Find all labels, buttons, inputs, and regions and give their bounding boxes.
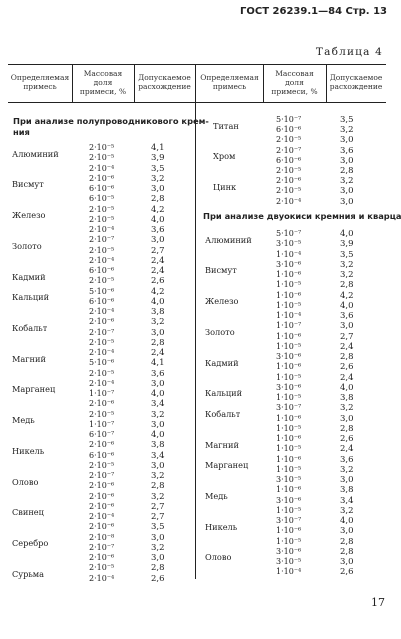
col-header-tolerance-line2: расхождение <box>138 82 191 91</box>
mass-fraction-cell: 2·10⁻⁸ <box>89 532 115 542</box>
mass-fraction-cell: 2·10⁻⁵ <box>89 460 115 470</box>
mass-fraction-cell: 6·10⁻⁶ <box>276 155 302 165</box>
tolerance-cell: 3,0 <box>340 321 354 332</box>
tolerance-cell: 3,5 <box>340 249 354 260</box>
tolerance-cell: 2,8 <box>151 194 165 205</box>
mass-fraction-cell: 6·10⁻⁶ <box>89 450 115 460</box>
element-name: Марганец <box>205 460 249 471</box>
tolerance-cell: 3,0 <box>340 135 354 146</box>
tolerance-cell: 2,6 <box>340 434 354 444</box>
mass-fraction-cell: 2·10⁻⁵ <box>89 143 115 152</box>
tolerance-cell: 2,7 <box>151 245 165 256</box>
element-name: Кадмий <box>205 357 239 368</box>
element-name: Алюминий <box>12 148 59 159</box>
mass-fraction-cell: 3·10⁻⁶ <box>276 382 302 392</box>
mass-fraction-cell: 2·10⁻⁴ <box>89 163 115 173</box>
tolerance-cell: 2,7 <box>340 331 354 342</box>
tolerance-cell: 3,8 <box>340 393 354 403</box>
mass-fraction-cell: 2·10⁻⁴ <box>89 255 115 265</box>
element-name: Хром <box>213 151 236 162</box>
mass-fraction-cell: 2·10⁻⁶ <box>89 481 115 491</box>
mass-fraction-cell: 2·10⁻⁷ <box>89 235 115 245</box>
tolerance-cell: 4,0 <box>151 430 165 440</box>
element-name: Медь <box>205 490 228 501</box>
mass-fraction-cell: 2·10⁻⁵ <box>89 563 115 573</box>
element-name: Магний <box>12 353 46 364</box>
tolerance-cell: 4,1 <box>151 143 165 153</box>
tolerance-cell: 3,4 <box>340 495 354 506</box>
element-name: Железо <box>12 210 46 221</box>
mass-fraction-cell: 2·10⁻⁶ <box>89 399 115 409</box>
tolerance-cell: 4,2 <box>340 290 354 301</box>
mass-fraction-cell: 2·10⁻⁴ <box>89 512 115 521</box>
tolerance-cell: 3,2 <box>151 542 165 553</box>
tolerance-cell: 3,5 <box>151 163 165 174</box>
tolerance-cell: 4,0 <box>151 296 165 307</box>
tolerance-cell: 3,8 <box>340 485 354 496</box>
mass-fraction-cell: 2·10⁻⁵ <box>89 214 115 224</box>
col-header-mass-line3: примеси, % <box>79 87 127 96</box>
tolerance-cell: 2,8 <box>340 546 354 557</box>
mass-fraction-cell: 1·10⁻⁵ <box>276 536 302 546</box>
tolerance-cell: 3,2 <box>340 125 354 136</box>
mass-fraction-cell: 3·10⁻⁵ <box>276 239 302 249</box>
element-name: Свинец <box>12 507 44 518</box>
mass-fraction-cell: 2·10⁻⁵ <box>89 368 115 378</box>
element-name: Никель <box>12 445 45 456</box>
element-name: Олово <box>12 476 39 487</box>
tolerance-cell: 3,2 <box>340 259 354 270</box>
mass-fraction-cell: 1·10⁻⁶ <box>276 485 302 495</box>
col-header-impurity-line1: Определяемая <box>10 73 70 82</box>
element-name: Золото <box>12 240 42 251</box>
element-name: Сурьма <box>12 568 45 579</box>
element-name: Цинк <box>213 181 237 192</box>
tolerance-cell: 3,2 <box>151 471 165 481</box>
mass-fraction-cell: 2·10⁻⁷ <box>89 542 115 552</box>
mass-fraction-cell: 5·10⁻⁶ <box>89 286 115 296</box>
mass-fraction-cell: 2·10⁻⁴ <box>276 196 302 206</box>
tolerance-cell: 3,0 <box>340 196 354 207</box>
col-header-tolerance-line1: Допускаемое <box>138 73 191 82</box>
tolerance-cell: 3,0 <box>151 378 165 389</box>
tolerance-cell: 2,8 <box>151 337 165 348</box>
col-header-mass-left <box>72 69 134 96</box>
mass-fraction-cell: 2·10⁻⁶ <box>276 176 302 186</box>
tolerance-cell: 3,0 <box>151 184 165 194</box>
element-name: Висмут <box>12 179 44 190</box>
element-name: Железо <box>205 296 239 307</box>
mass-fraction-cell: 3·10⁻⁶ <box>276 259 302 269</box>
mass-fraction-cell: 1·10⁻⁶ <box>276 362 302 372</box>
tolerance-cell: 3,2 <box>340 505 354 516</box>
mass-fraction-cell: 1·10⁻⁶ <box>276 413 302 423</box>
tolerance-cell: 2,6 <box>151 573 165 584</box>
mass-fraction-cell: 1·10⁻⁶ <box>276 454 302 464</box>
mass-fraction-cell: 3·10⁻⁶ <box>276 546 302 556</box>
tolerance-cell: 3,0 <box>151 460 165 471</box>
col-header-impurity-line2: примесь <box>23 82 57 91</box>
element-name: Магний <box>205 439 239 450</box>
tolerance-cell: 3,0 <box>151 419 165 430</box>
tolerance-cell: 2,6 <box>340 362 354 373</box>
mass-fraction-cell: 3·10⁻⁵ <box>276 557 302 566</box>
tolerance-cell: 3,0 <box>340 155 354 166</box>
tolerance-cell: 3,0 <box>340 413 354 424</box>
mass-fraction-cell: 2·10⁻⁶ <box>89 522 115 532</box>
mass-fraction-cell: 3·10⁻⁶ <box>276 495 302 505</box>
col-header-impurity-left <box>8 73 72 91</box>
tolerance-cell: 2,4 <box>340 444 354 455</box>
col-header-impurity-right <box>196 73 263 91</box>
mass-fraction-cell: 1·10⁻⁵ <box>276 505 302 515</box>
tolerance-cell: 2,6 <box>340 567 354 578</box>
mass-fraction-cell: 3·10⁻⁶ <box>276 352 302 361</box>
col-header-mass-right <box>263 69 326 96</box>
tolerance-cell: 2,8 <box>151 563 165 574</box>
tolerance-cell: 4,0 <box>340 516 354 526</box>
col-header-mass-line2: доля <box>285 78 304 87</box>
mass-fraction-cell: 2·10⁻⁵ <box>276 186 302 196</box>
tolerance-cell: 3,2 <box>340 270 354 280</box>
tolerance-cell: 3,6 <box>340 454 354 465</box>
tolerance-cell: 3,9 <box>340 239 354 250</box>
tolerance-cell: 3,2 <box>151 491 165 502</box>
tolerance-cell: 3,2 <box>340 176 354 187</box>
col-header-tolerance-line1: Допускаемое <box>329 73 383 82</box>
col-header-mass-line3: примеси, % <box>271 87 318 96</box>
col-header-impurity-line2: примесь <box>212 82 247 91</box>
left-section-title-line2: ния <box>13 127 30 137</box>
mass-fraction-cell: 6·10⁻⁷ <box>89 430 115 439</box>
tolerance-cell: 3,0 <box>340 186 354 197</box>
mass-fraction-cell: 1·10⁻⁵ <box>276 280 302 290</box>
tolerance-cell: 4,1 <box>151 358 165 369</box>
tolerance-cell: 2,8 <box>340 352 354 362</box>
col-header-mass-line1: Массовая <box>275 69 314 78</box>
mass-fraction-cell: 1·10⁻⁷ <box>276 321 302 331</box>
element-name: Кобальт <box>205 408 241 419</box>
tolerance-cell: 3,2 <box>151 317 165 328</box>
table-top-rule <box>8 64 386 65</box>
mass-fraction-cell: 1·10⁻⁷ <box>89 389 115 398</box>
mass-fraction-cell: 5·10⁻⁶ <box>89 358 115 368</box>
mass-fraction-cell: 2·10⁻⁵ <box>89 153 115 163</box>
tolerance-cell: 3,0 <box>151 553 165 563</box>
mass-fraction-cell: 2·10⁻⁵ <box>89 409 115 419</box>
element-name: Серебро <box>12 538 49 549</box>
mass-fraction-cell: 3·10⁻⁷ <box>276 516 302 525</box>
element-name: Титан <box>213 120 239 131</box>
mass-fraction-cell: 6·10⁻⁶ <box>89 184 115 193</box>
mass-fraction-cell: 1·10⁻⁶ <box>276 290 302 300</box>
mass-fraction-cell: 2·10⁻⁷ <box>276 145 302 155</box>
col-header-tolerance-line2: расхождение <box>329 82 383 91</box>
tolerance-cell: 4,0 <box>151 214 165 225</box>
tolerance-cell: 4,0 <box>340 229 354 239</box>
mass-fraction-cell: 2·10⁻⁵ <box>89 337 115 347</box>
tolerance-cell: 3,0 <box>340 526 354 537</box>
mass-fraction-cell: 1·10⁻⁷ <box>89 419 115 429</box>
tolerance-cell: 3,6 <box>151 225 165 235</box>
mass-fraction-cell: 1·10⁻⁶ <box>276 526 302 536</box>
col-header-tolerance-left <box>134 73 195 91</box>
col-header-tolerance-right <box>326 73 386 91</box>
mass-fraction-cell: 2·10⁻⁴ <box>89 378 115 388</box>
tolerance-cell: 3,5 <box>151 522 165 533</box>
col-header-mass-line1: Массовая <box>83 69 123 78</box>
mass-fraction-cell: 2·10⁻⁴ <box>89 348 115 357</box>
mass-fraction-cell: 2·10⁻⁷ <box>89 471 115 480</box>
tolerance-cell: 3,8 <box>151 440 165 451</box>
mass-fraction-cell: 1·10⁻⁵ <box>276 300 302 310</box>
mass-fraction-cell: 3·10⁻⁷ <box>276 403 302 413</box>
mass-fraction-cell: 6·10⁻⁶ <box>89 296 115 306</box>
element-name: Медь <box>12 415 35 426</box>
tolerance-cell: 3,8 <box>151 307 165 317</box>
mass-fraction-cell: 2·10⁻⁴ <box>89 225 115 234</box>
mass-fraction-cell: 6·10⁻⁶ <box>89 266 115 275</box>
tolerance-cell: 3,2 <box>151 409 165 420</box>
element-name: Алюминий <box>205 234 252 245</box>
mass-fraction-cell: 2·10⁻⁶ <box>89 553 115 562</box>
tolerance-cell: 2,8 <box>340 536 354 547</box>
tolerance-cell: 4,2 <box>151 204 165 215</box>
left-section-title <box>13 116 209 138</box>
mass-fraction-cell: 1·10⁻⁵ <box>276 372 302 382</box>
mass-fraction-cell: 1·10⁻⁶ <box>276 270 302 279</box>
tolerance-cell: 3,0 <box>340 557 354 567</box>
mass-fraction-cell: 2·10⁻⁷ <box>89 327 115 337</box>
element-name: Марганец <box>12 384 56 395</box>
mass-fraction-cell: 1·10⁻⁴ <box>276 311 302 320</box>
mass-fraction-cell: 2·10⁻⁶ <box>89 317 115 327</box>
tolerance-cell: 3,0 <box>340 475 354 485</box>
tolerance-cell: 3,2 <box>340 464 354 475</box>
mass-fraction-cell: 2·10⁻⁶ <box>89 491 115 501</box>
tolerance-cell: 2,8 <box>151 481 165 492</box>
tolerance-cell: 2,8 <box>340 166 354 176</box>
tolerance-cell: 4,0 <box>340 382 354 393</box>
mass-fraction-cell: 1·10⁻⁵ <box>276 464 302 474</box>
mass-fraction-cell: 1·10⁻⁵ <box>276 393 302 402</box>
mass-fraction-cell: 2·10⁻⁶ <box>89 501 115 511</box>
tolerance-cell: 2,6 <box>151 276 165 287</box>
mass-fraction-cell: 1·10⁻⁶ <box>276 331 302 341</box>
mass-fraction-cell: 3·10⁻⁵ <box>276 475 302 484</box>
mass-fraction-cell: 5·10⁻⁷ <box>276 115 302 124</box>
mass-fraction-cell: 2·10⁻⁵ <box>276 135 302 145</box>
left-section-title-line1: При анализе полупроводникового крем- <box>13 116 209 126</box>
tolerance-cell: 3,6 <box>340 311 354 321</box>
tolerance-cell: 3,4 <box>151 399 165 410</box>
mass-fraction-cell: 2·10⁻⁴ <box>89 573 115 583</box>
tolerance-cell: 3,0 <box>151 532 165 543</box>
tolerance-cell: 2,7 <box>151 501 165 512</box>
mass-fraction-cell: 1·10⁻⁶ <box>276 434 302 443</box>
element-name: Кальций <box>205 388 243 399</box>
mass-fraction-cell: 6·10⁻⁵ <box>89 194 115 204</box>
tolerance-cell: 2,4 <box>340 341 354 352</box>
column-divider <box>195 64 196 579</box>
element-name: Кадмий <box>12 271 46 282</box>
mass-fraction-cell: 1·10⁻⁴ <box>276 249 302 259</box>
tolerance-cell: 3,5 <box>340 115 354 125</box>
mass-fraction-cell: 1·10⁻⁴ <box>276 567 302 577</box>
tolerance-cell: 2,4 <box>151 348 165 358</box>
tolerance-cell: 2,4 <box>151 255 165 266</box>
mass-fraction-cell: 1·10⁻⁵ <box>276 341 302 351</box>
tolerance-cell: 2,8 <box>340 280 354 291</box>
tolerance-cell: 3,2 <box>151 173 165 184</box>
mass-fraction-cell: 6·10⁻⁶ <box>276 125 302 135</box>
table-title: Таблица 4 <box>315 46 383 58</box>
mass-fraction-cell: 2·10⁻⁵ <box>89 276 115 286</box>
element-name: Висмут <box>205 265 237 276</box>
tolerance-cell: 3,9 <box>151 153 165 164</box>
mass-fraction-cell: 2·10⁻⁵ <box>89 245 115 255</box>
element-name: Никель <box>205 521 238 532</box>
tolerance-cell: 3,2 <box>340 403 354 414</box>
mass-fraction-cell: 5·10⁻⁷ <box>276 229 302 238</box>
element-name: Кобальт <box>12 322 48 333</box>
tolerance-cell: 2,7 <box>151 512 165 522</box>
mass-fraction-cell: 2·10⁻⁶ <box>89 440 115 450</box>
page-number: 17 <box>371 596 385 609</box>
mass-fraction-cell: 2·10⁻⁴ <box>89 307 115 316</box>
tolerance-cell: 3,6 <box>151 368 165 379</box>
mass-fraction-cell: 2·10⁻⁶ <box>89 173 115 183</box>
element-name: Кальций <box>12 292 50 303</box>
page-header: ГОСТ 26239.1—84 Стр. 13 <box>240 6 387 17</box>
mass-fraction-cell: 1·10⁻⁵ <box>276 423 302 433</box>
tolerance-cell: 2,4 <box>340 372 354 383</box>
element-name: Золото <box>205 326 235 337</box>
mass-fraction-cell: 1·10⁻⁵ <box>276 444 302 454</box>
table-header-rule <box>8 102 386 103</box>
col-header-impurity-line1: Определяемая <box>200 73 259 82</box>
tolerance-cell: 3,6 <box>340 145 354 156</box>
tolerance-cell: 3,4 <box>151 450 165 461</box>
tolerance-cell: 4,0 <box>151 389 165 399</box>
element-name: Олово <box>205 552 232 563</box>
mass-fraction-cell: 2·10⁻⁵ <box>276 166 302 175</box>
right-section-title: При анализе двуокиси кремния и кварца <box>203 211 401 221</box>
tolerance-cell: 2,4 <box>151 266 165 276</box>
tolerance-cell: 2,8 <box>340 423 354 434</box>
tolerance-cell: 4,0 <box>340 300 354 311</box>
mass-fraction-cell: 2·10⁻⁵ <box>89 204 115 214</box>
tolerance-cell: 3,0 <box>151 327 165 338</box>
tolerance-cell: 4,2 <box>151 286 165 297</box>
col-header-mass-line2: доля <box>93 78 113 87</box>
tolerance-cell: 3,0 <box>151 235 165 246</box>
